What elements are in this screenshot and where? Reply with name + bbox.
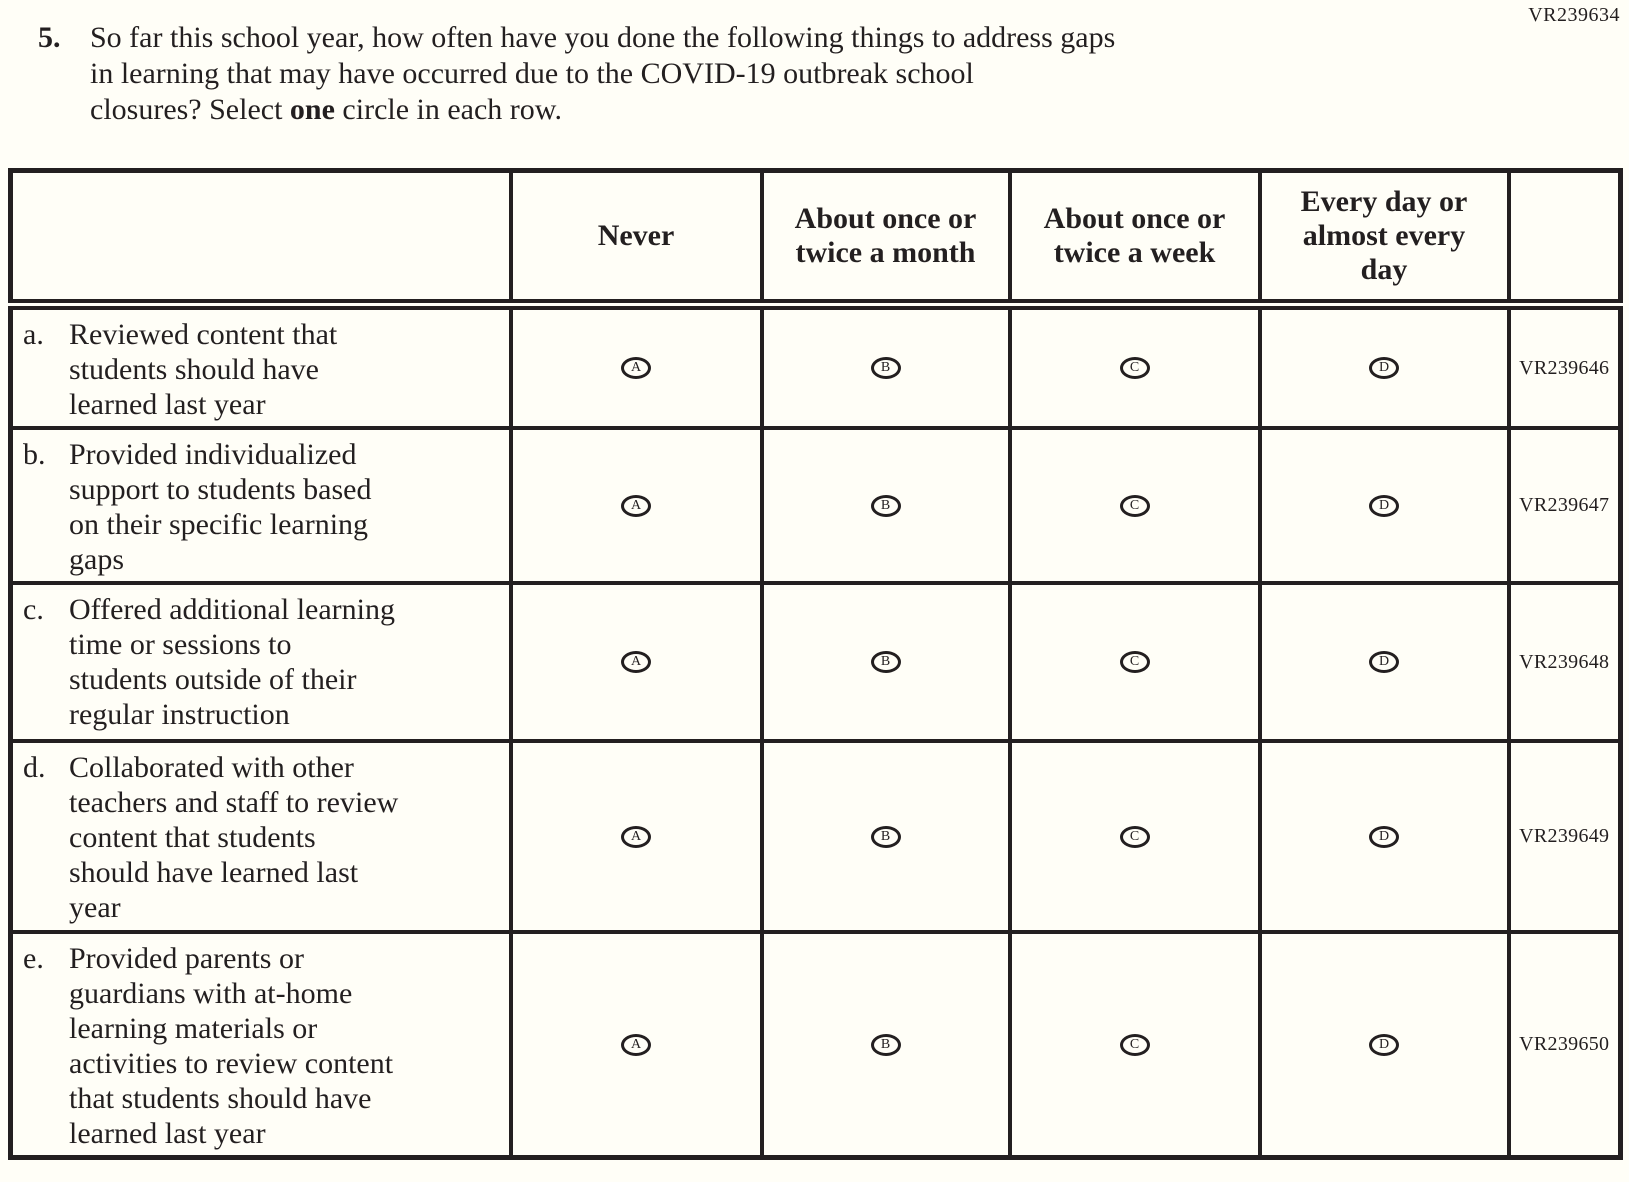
response-option-c[interactable]: C	[1120, 495, 1150, 517]
response-option-d[interactable]: D	[1369, 651, 1399, 673]
question-5	[38, 20, 1115, 128]
response-option-b[interactable]: B	[871, 1034, 901, 1056]
option-cell	[511, 741, 762, 932]
table-row-b	[11, 428, 1621, 583]
question-line-part: circle in each row.	[334, 93, 563, 126]
option-cell	[511, 305, 762, 429]
option-cell	[1260, 428, 1509, 583]
statement-text: Collaborated with other teachers and staff to review content that students should have learned last year	[69, 751, 399, 924]
response-option-c[interactable]: C	[1120, 651, 1150, 673]
statement-text: Offered additional learning time or sessions to students outside of their regular instruction	[69, 593, 395, 731]
table-row-c	[11, 583, 1621, 741]
row-label: e.	[23, 942, 44, 975]
response-grid	[8, 168, 1623, 1160]
option-cell	[1260, 583, 1509, 741]
row-code: VR239649	[1509, 741, 1621, 932]
column-header-statement	[11, 171, 511, 305]
row-code: VR239650	[1509, 932, 1621, 1158]
option-cell	[1260, 932, 1509, 1158]
response-option-d[interactable]: D	[1369, 357, 1399, 379]
statement-text: Provided parents or guardians with at-home learning materials or activities to review content that students should have learned last year	[69, 942, 394, 1150]
response-option-d[interactable]: D	[1369, 826, 1399, 848]
row-label: a.	[23, 318, 44, 351]
response-option-b[interactable]: B	[871, 495, 901, 517]
header-line: almost every	[1302, 219, 1466, 252]
table-row-d	[11, 741, 1621, 932]
question-line-part: closures? Select	[90, 93, 290, 126]
option-cell	[511, 428, 762, 583]
response-option-a[interactable]: A	[621, 826, 651, 848]
question-line-part-bold: one	[289, 93, 335, 126]
response-option-c[interactable]: C	[1120, 826, 1150, 848]
option-cell	[1010, 741, 1260, 932]
question-line	[90, 92, 1115, 128]
response-option-c[interactable]: C	[1120, 1034, 1150, 1056]
option-cell	[762, 583, 1010, 741]
column-header-every-day	[1260, 171, 1509, 305]
response-option-d[interactable]: D	[1369, 495, 1399, 517]
statement-text: Provided individualized support to students based on their specific learning gaps	[69, 438, 372, 576]
response-option-b[interactable]: B	[871, 651, 901, 673]
question-line: in learning that may have occurred due to the COVID-19 outbreak school	[90, 57, 974, 90]
response-option-b[interactable]: B	[871, 357, 901, 379]
option-cell	[762, 428, 1010, 583]
option-cell	[762, 932, 1010, 1158]
header-line: About once or	[794, 202, 977, 235]
option-cell	[511, 932, 762, 1158]
response-option-b[interactable]: B	[871, 826, 901, 848]
statement-text: Reviewed content that students should have learned last year	[69, 318, 338, 421]
table-row-a	[11, 305, 1621, 429]
header-line: Every day or	[1300, 185, 1468, 218]
column-header-once-twice-week	[1010, 171, 1260, 305]
statement-cell	[11, 428, 511, 583]
header-row	[11, 171, 1621, 305]
option-cell	[1010, 583, 1260, 741]
question-text	[90, 20, 1115, 128]
row-code: VR239647	[1509, 428, 1621, 583]
response-option-a[interactable]: A	[621, 495, 651, 517]
form-code: VR239634	[1528, 4, 1620, 26]
option-cell	[1260, 741, 1509, 932]
option-cell	[1260, 305, 1509, 429]
question-number: 5.	[38, 21, 61, 54]
question-line: So far this school year, how often have you done the following things to address gaps	[90, 21, 1116, 54]
row-label: d.	[23, 751, 46, 784]
table-row-e	[11, 932, 1621, 1158]
response-option-a[interactable]: A	[621, 1034, 651, 1056]
statement-cell	[11, 583, 511, 741]
response-option-a[interactable]: A	[621, 357, 651, 379]
option-cell	[762, 305, 1010, 429]
header-line: twice a week	[1053, 236, 1216, 269]
header-line: About once or	[1043, 202, 1226, 235]
column-header-code	[1509, 171, 1621, 305]
row-label: b.	[23, 438, 46, 471]
header-line: twice a month	[795, 236, 976, 269]
header-line: day	[1360, 253, 1408, 286]
option-cell	[511, 583, 762, 741]
statement-cell	[11, 932, 511, 1158]
response-option-a[interactable]: A	[621, 651, 651, 673]
response-option-c[interactable]: C	[1120, 357, 1150, 379]
statement-cell	[11, 305, 511, 429]
statement-cell	[11, 741, 511, 932]
option-cell	[1010, 428, 1260, 583]
option-cell	[762, 741, 1010, 932]
column-header-never	[511, 171, 762, 305]
response-option-d[interactable]: D	[1369, 1034, 1399, 1056]
row-code: VR239646	[1509, 305, 1621, 429]
row-label: c.	[23, 593, 44, 626]
option-cell	[1010, 305, 1260, 429]
option-cell	[1010, 932, 1260, 1158]
column-header-once-twice-month	[762, 171, 1010, 305]
row-code: VR239648	[1509, 583, 1621, 741]
header-line: Never	[597, 219, 675, 252]
